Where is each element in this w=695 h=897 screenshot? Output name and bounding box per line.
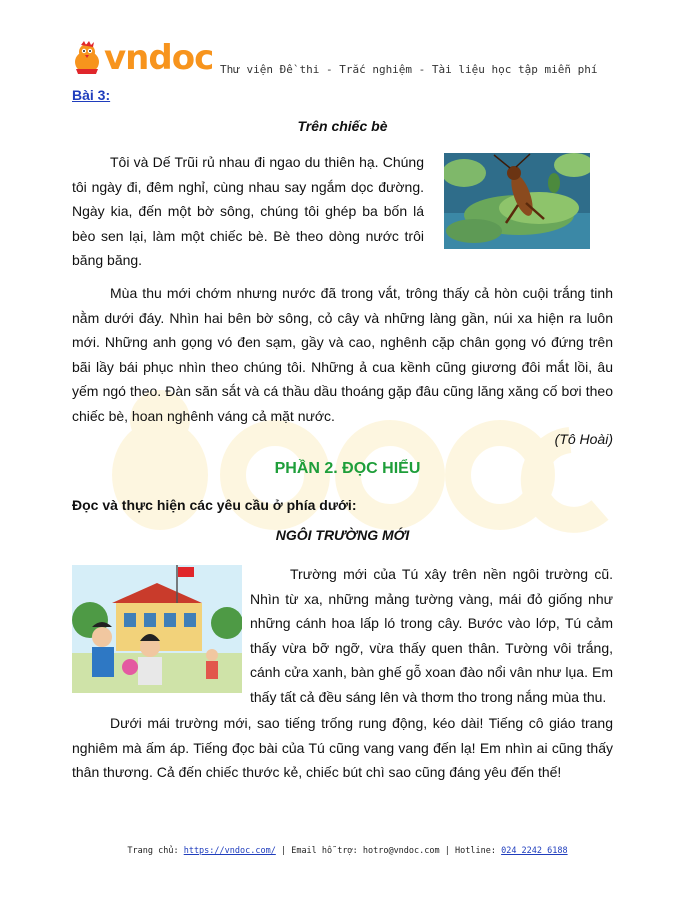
footer-hotline-label: Hotline: (455, 846, 496, 856)
reading-paragraph-1: Trường mới của Tú xây trên nền ngôi trường cũ. Nhìn từ xa, những mảng tường vàng, mái đỏ giống như những cánh hoa lấp ló trong cây. Bước vào lớp, Tú cảm thấy vừa bỡ ngỡ, vừa thấy quen thân. Tường vôi trắng, cánh cửa xanh, bàn ghế gỗ xoan đào nổi vân như lụa. Em thấy tất cả đều sáng lên và thơm tho trong nắng mùa thu. (250, 566, 613, 705)
lesson-paragraph-2: Mùa thu mới chớm nhưng nước đã trong vắt, trông thấy cả hòn cuội trắng tinh nằm dưới đáy. Nhìn hai bên bờ sông, cỏ cây và những làng gần, núi xa hiện ra luôn mới. Những anh gọng vó đen sạm, gầy và cao, nghênh cặp chân gọng vó đứng trên bãi lầy bái phục nhìn theo chúng tôi. Những ả cua kềnh cũng giương đôi mắt lồi, âu yếm ngó theo. Đàn săn sắt và cá thầu dầu thoáng gặp đâu cũng lăng xăng cố bơi theo chiếc bè, hoan nghênh váng cả mặt nước. (72, 285, 613, 424)
lesson-label: Bài 3: (72, 87, 111, 103)
logo-text: vndoc (104, 38, 214, 78)
page-footer: Trang chủ: https://vndoc.com/ | Email hỗ trợ: hotro@vndoc.com | Hotline: 024 2242 6188 (127, 846, 568, 856)
reading-paragraph-2: Dưới mái trường mới, sao tiếng trống rung động, kéo dài! Tiếng cô giáo trang nghiêm mà ấm áp. Tiếng đọc bài của Tú cũng vang vang đến lạ! Em nhìn ai cũng thấy thân thương. Cả đến chiếc thước kẻ, chiếc bút chì sao cũng đáng yêu đến thế! (72, 715, 613, 781)
lesson-title: Trên chiếc bè (297, 118, 388, 134)
reading-title: NGÔI TRƯỜNG MỚI (275, 527, 410, 543)
footer-hotline-number[interactable]: 024 2242 6188 (501, 846, 568, 856)
lesson-paragraph-1: Tôi và Dế Trũi rủ nhau đi ngao du thiên hạ. Chúng tôi ngày đi, đêm nghỉ, cùng nhau say ngắm dọc đường. Ngày kia, đến một bờ sông, chúng tôi ghép ba bốn lá bèo sen lại, làm một chiếc bè. Bè theo dòng nước trôi băng băng. (72, 154, 424, 269)
vndoc-logo[interactable] (72, 40, 213, 76)
instruction-text: Đọc và thực hiện các yêu cầu ở phía dưới: (72, 497, 357, 513)
header-tagline: Thư viện Đề thi - Trắc nghiệm - Tài liệu học tập miễn phí (220, 63, 598, 76)
author-credit: (Tô Hoài) (554, 431, 613, 447)
footer-support-email[interactable]: hotro@vndoc.com (362, 846, 440, 856)
footer-home-link[interactable]: https://vndoc.com/ (183, 846, 276, 856)
cricket-raft-illustration (444, 153, 590, 249)
chicken-mascot-icon (72, 41, 102, 75)
footer-home-label: Trang chủ: (127, 846, 179, 856)
footer-support-label: Email hỗ trợ: (291, 846, 358, 856)
school-illustration (72, 565, 242, 693)
section-heading: PHẦN 2. ĐỌC HIỂU (274, 460, 421, 477)
